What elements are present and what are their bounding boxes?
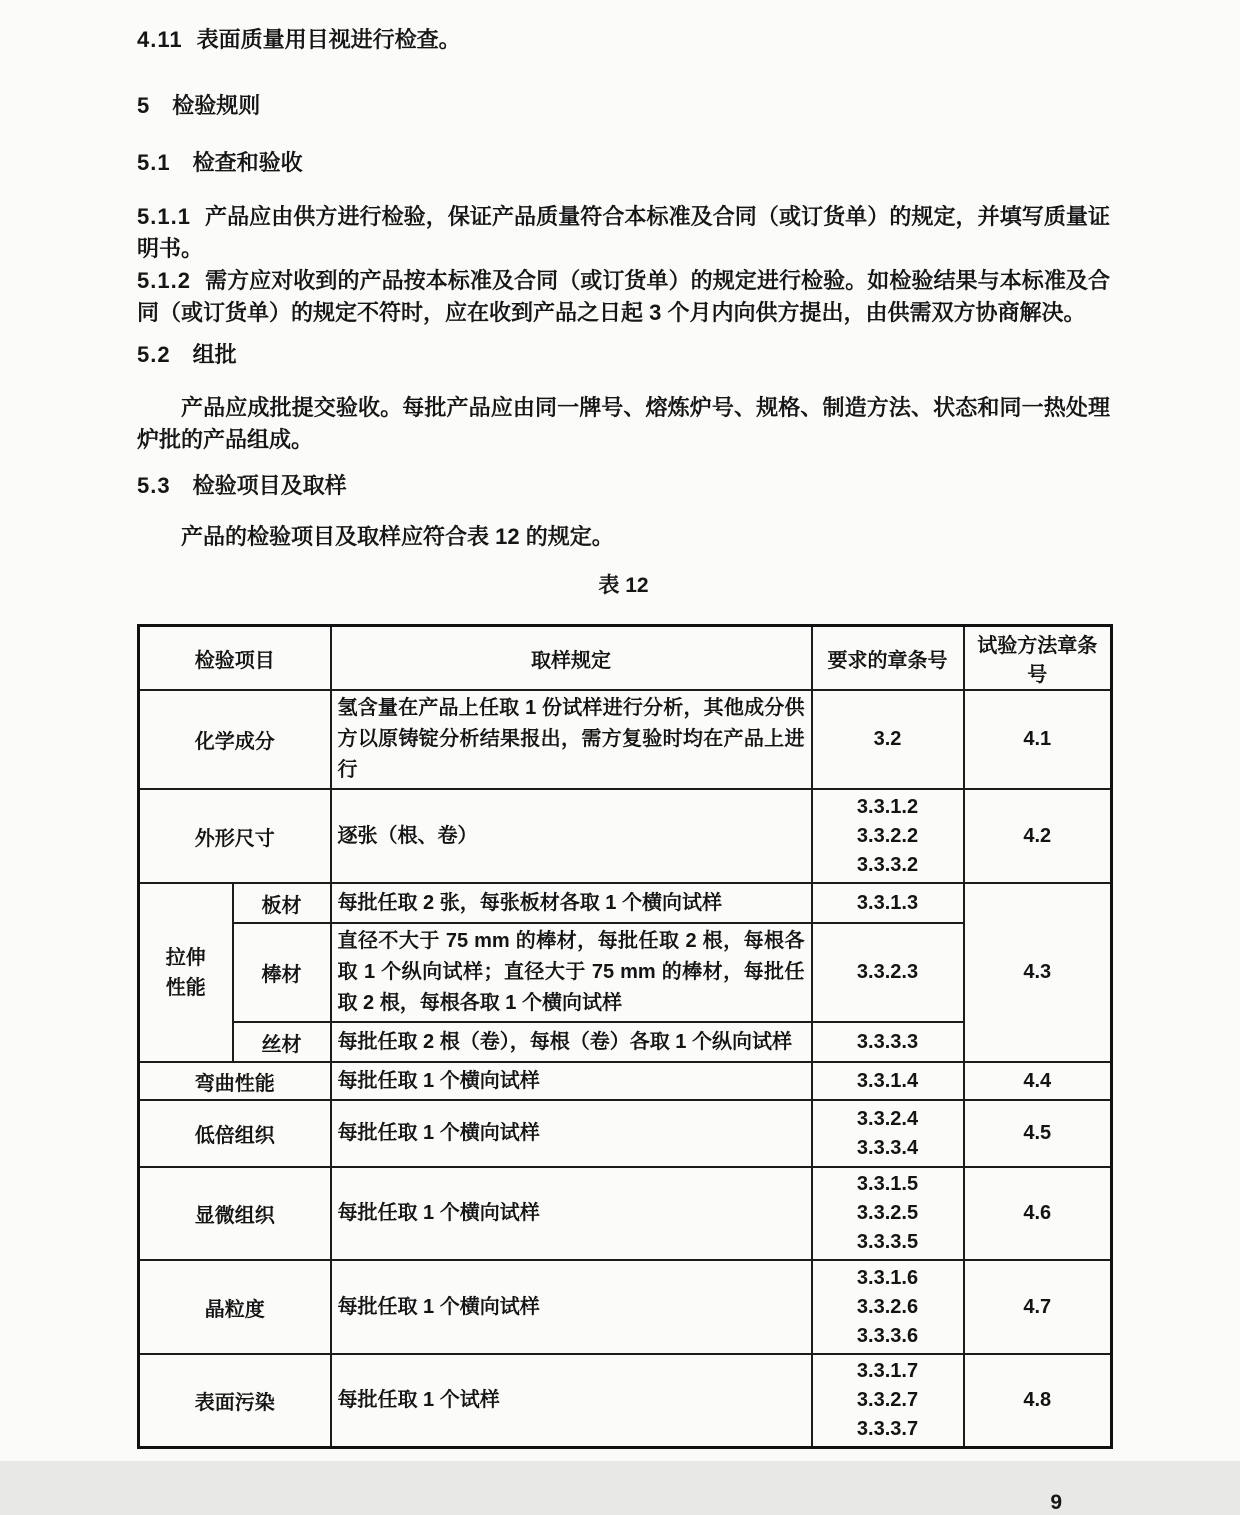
- item-cell: 棒材: [233, 923, 331, 1022]
- req-line: 3.3.3.7: [856, 1418, 919, 1440]
- tensile-group-label: 拉伸性能: [165, 946, 206, 999]
- table-row-surface-contamination: [139, 1354, 1112, 1448]
- method-cell: 4.8: [964, 1354, 1112, 1448]
- req-line: 3.3.2.7: [856, 1389, 919, 1411]
- table-row-macrostructure: [139, 1100, 1112, 1167]
- tensile-group-cell: [139, 883, 233, 1062]
- req-line: 3.3.2.6: [856, 1295, 919, 1318]
- rule-cell: 每批任取 1 个横向试样: [331, 1100, 812, 1167]
- req-line: 3.3.1.6: [856, 1266, 919, 1289]
- header-requirement-clause: 要求的章条号: [812, 626, 964, 691]
- req-line: 3.3.3.2: [856, 853, 919, 876]
- table-row-bending: [139, 1062, 1112, 1100]
- req-line: 3.3.1.2: [856, 795, 919, 818]
- section-5-1-number: 5.1: [137, 150, 171, 175]
- clause-4-11: [137, 24, 1110, 56]
- rule-cell: 直径不大于 75 mm 的棒材，每批任取 2 根，每根各取 1 个纵向试样；直径大于 75 mm 的棒材，每批任取 2 根，每根各取 1 个横向试样: [331, 923, 812, 1022]
- paragraph-5-3-text: 产品的检验项目及取样应符合表 12 的规定。: [181, 524, 614, 549]
- req-line: 3.3.2.5: [856, 1202, 919, 1224]
- table-row-grain-size: [139, 1260, 1112, 1354]
- paragraph-5-2: [137, 392, 1110, 456]
- section-5-2-heading: [137, 338, 1110, 372]
- req-line: 3.3.3.4: [856, 1136, 919, 1159]
- req-cell: [812, 789, 964, 883]
- req-cell: 3.3.3.3: [812, 1022, 964, 1062]
- clause-4-11-number: 4.11: [137, 27, 183, 52]
- rule-cell: 每批任取 1 个横向试样: [331, 1260, 812, 1354]
- req-cell: [812, 1167, 964, 1260]
- section-5-2-number: 5.2: [137, 342, 171, 367]
- section-5-1-title: 检查和验收: [192, 150, 303, 175]
- clause-5-1-2: [137, 265, 1110, 329]
- req-cell: [812, 1100, 964, 1167]
- req-line: 3.3.2.2: [856, 824, 919, 847]
- section-5-2-title: 组批: [192, 342, 237, 367]
- section-5-1-heading: [137, 146, 1110, 180]
- table-12-caption: 表 12: [598, 574, 649, 597]
- header-sampling-rule: 取样规定: [331, 626, 812, 691]
- item-cell: 化学成分: [139, 690, 331, 789]
- section-5-3-title: 检验项目及取样: [192, 473, 347, 498]
- table-row-tensile-sheet: [139, 883, 1112, 923]
- req-line: 3.3.3.6: [856, 1324, 919, 1347]
- header-inspection-item: 检验项目: [139, 626, 331, 691]
- rule-cell: 每批任取 1 个横向试样: [331, 1062, 812, 1100]
- table-12: [137, 624, 1113, 1449]
- item-cell: 板材: [233, 883, 331, 923]
- req-line: 3.3.3.5: [856, 1231, 919, 1253]
- paragraph-5-2-text: 产品应成批提交验收。每批产品应由同一牌号、熔炼炉号、规格、制造方法、状态和同一热处理炉批的产品组成。: [137, 395, 1110, 452]
- method-cell: 4.1: [964, 690, 1112, 789]
- item-cell: 外形尺寸: [139, 789, 331, 883]
- page-number: 9: [1050, 1491, 1062, 1514]
- method-cell: 4.6: [964, 1167, 1112, 1260]
- clause-5-1-1: [137, 201, 1110, 265]
- item-cell: 表面污染: [139, 1354, 331, 1448]
- clause-5-1-2-number: 5.1.2: [137, 268, 191, 293]
- rule-cell: 每批任取 2 张，每张板材各取 1 个横向试样: [331, 883, 812, 923]
- section-5-title: 检验规则: [172, 93, 261, 118]
- item-cell: 丝材: [233, 1022, 331, 1062]
- clause-5-1-1-number: 5.1.1: [137, 204, 191, 229]
- req-line: 3.3.2.4: [856, 1107, 919, 1130]
- clause-5-1-2-text: 需方应对收到的产品按本标准及合同（或订货单）的规定进行检验。如检验结果与本标准及合同（或订货单）的规定不符时，应在收到产品之日起 3 个月内向供方提出，由供需双方协商解决。: [137, 268, 1110, 325]
- section-5-number: 5: [137, 93, 151, 118]
- clause-4-11-text: 表面质量用目视进行检查。: [196, 27, 461, 52]
- rule-cell: 每批任取 2 根（卷），每根（卷）各取 1 个纵向试样: [331, 1022, 812, 1062]
- table-row-dimensions: [139, 789, 1112, 883]
- item-cell: 弯曲性能: [139, 1062, 331, 1100]
- req-cell: 3.3.1.4: [812, 1062, 964, 1100]
- section-5-3-heading: [137, 469, 1110, 503]
- req-line: 3.3.1.5: [856, 1173, 919, 1195]
- paragraph-5-3: [137, 521, 1110, 553]
- section-5-heading: [137, 89, 1110, 123]
- table-row-microstructure: [139, 1167, 1112, 1260]
- req-cell: 3.3.2.3: [812, 923, 964, 1022]
- method-cell: 4.7: [964, 1260, 1112, 1354]
- method-cell: 4.4: [964, 1062, 1112, 1100]
- rule-cell: 每批任取 1 个横向试样: [331, 1167, 812, 1260]
- rule-cell: 每批任取 1 个试样: [331, 1354, 812, 1448]
- method-cell: 4.2: [964, 789, 1112, 883]
- clause-5-1-1-text: 产品应由供方进行检验，保证产品质量符合本标准及合同（或订货单）的规定，并填写质量证明书。: [137, 204, 1110, 261]
- method-cell: 4.3: [964, 883, 1112, 1062]
- req-line: 3.3.1.7: [856, 1360, 919, 1382]
- table-row-chemical: [139, 690, 1112, 789]
- rule-cell: 逐张（根、卷）: [331, 789, 812, 883]
- req-cell: 3.2: [812, 690, 964, 789]
- item-cell: 低倍组织: [139, 1100, 331, 1167]
- req-cell: [812, 1260, 964, 1354]
- rule-cell: 氢含量在产品上任取 1 份试样进行分析，其他成分供方以原铸锭分析结果报出，需方复验时均在产品上进行: [331, 690, 812, 789]
- section-5-3-number: 5.3: [137, 473, 171, 498]
- header-test-method-clause: 试验方法章条号: [964, 626, 1112, 691]
- item-cell: 显微组织: [139, 1167, 331, 1260]
- item-cell: 晶粒度: [139, 1260, 331, 1354]
- req-cell: 3.3.1.3: [812, 883, 964, 923]
- table-header-row: [139, 626, 1112, 691]
- req-cell: [812, 1354, 964, 1448]
- method-cell: 4.5: [964, 1100, 1112, 1167]
